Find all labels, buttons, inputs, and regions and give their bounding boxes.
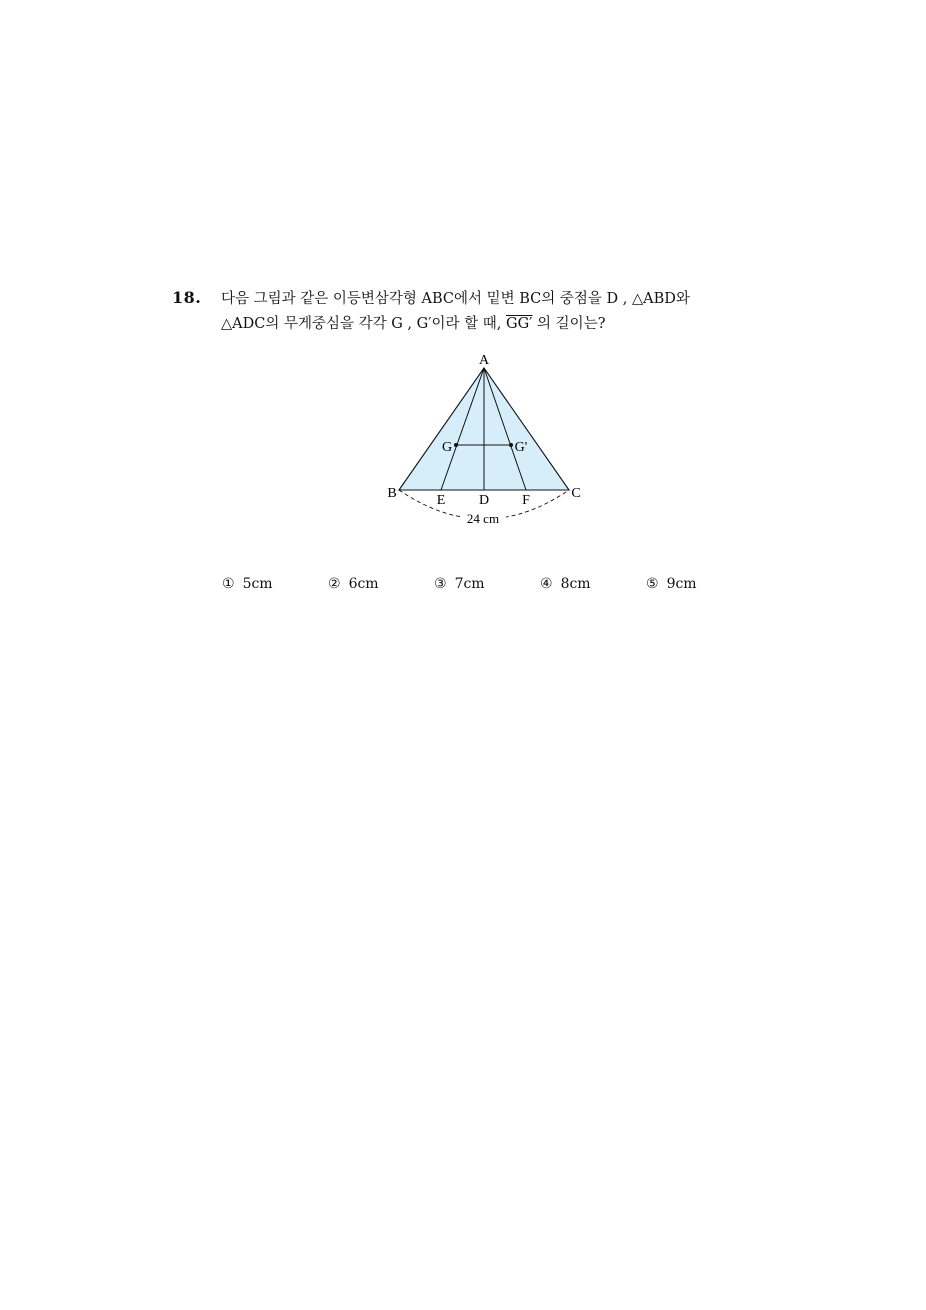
label-base-length: 24 cm bbox=[466, 511, 500, 526]
label-g: G bbox=[441, 440, 453, 455]
segment-gg-prime: GG′ bbox=[505, 316, 533, 332]
question-text-line-1: 다음 그림과 같은 이등변삼각형 ABC에서 밑변 BC의 중점을 D , △ABD와 bbox=[221, 291, 690, 307]
choice-4-text: 8cm bbox=[560, 576, 591, 592]
question-text-line-2-end: 의 길이는? bbox=[532, 316, 606, 332]
label-d: D bbox=[478, 493, 490, 508]
choice-3-text: 7cm bbox=[454, 576, 485, 592]
point-g-prime bbox=[509, 443, 513, 447]
choice-2-mark: ② bbox=[328, 576, 341, 592]
choice-4[interactable] bbox=[540, 576, 591, 592]
point-g bbox=[454, 443, 458, 447]
label-b: B bbox=[387, 486, 397, 501]
choice-1-mark: ① bbox=[222, 576, 235, 592]
label-f: F bbox=[522, 493, 530, 508]
choice-5-mark: ⑤ bbox=[646, 576, 659, 592]
choice-5-text: 9cm bbox=[666, 576, 697, 592]
choice-5[interactable] bbox=[646, 576, 697, 592]
label-a: A bbox=[478, 353, 490, 368]
choice-1-text: 5cm bbox=[242, 576, 273, 592]
answer-choices bbox=[222, 576, 742, 598]
triangle-figure bbox=[370, 348, 600, 533]
question-number: 18. bbox=[172, 288, 202, 307]
choice-4-mark: ④ bbox=[540, 576, 553, 592]
choice-2[interactable] bbox=[328, 576, 379, 592]
label-g-prime: G' bbox=[514, 440, 528, 455]
question-text-line-2-start: △ADC의 무게중심을 각각 G , G′이라 할 때, bbox=[221, 316, 506, 332]
question-text-line-2 bbox=[221, 314, 605, 334]
choice-3[interactable] bbox=[434, 576, 485, 592]
choice-1[interactable] bbox=[222, 576, 273, 592]
choice-2-text: 6cm bbox=[348, 576, 379, 592]
label-c: C bbox=[571, 486, 581, 501]
choice-3-mark: ③ bbox=[434, 576, 447, 592]
label-e: E bbox=[436, 493, 446, 508]
